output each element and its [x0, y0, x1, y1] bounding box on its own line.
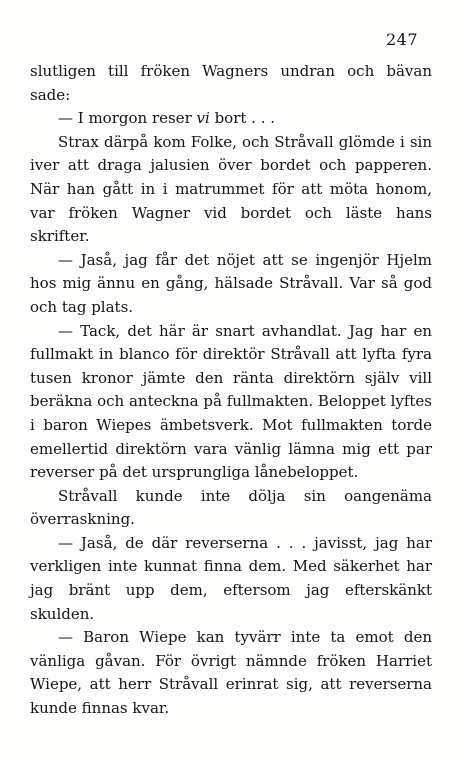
- paragraph-2-start: — I morgon reser: [58, 109, 197, 128]
- paragraph-6: Stråvall kunde inte dölja sin oangenäma överraskning.: [30, 486, 432, 529]
- paragraph-5: — Tack, det här är snart avhandlat. Jag har en fullmakt in blanco för direktör Stråvall att lyfta fyra tusen kronor jämte den ränta direktörn själv vill beräkna och anteckna på fullmakten. Beloppet lyftes i baron Wiepes ämbetsverk. Mot fullmakten torde emellertid direktörn vara vänlig lämna mig ett par reverser på det ursprungliga lånebeloppet.: [30, 321, 432, 482]
- paragraph-8: — Baron Wiepe kan tyvärr inte ta emot den vänliga gåvan. För övrigt nämnde fröken Harriet Wiepe, att herr Stråvall erinrat sig, att reverserna kunde finnas kvar.: [30, 628, 432, 718]
- paragraph-2-end: bort . . .: [209, 109, 276, 128]
- body-text: [30, 60, 432, 721]
- paragraph-2-italic: vi: [196, 109, 210, 128]
- paragraph-2: [30, 107, 432, 131]
- paragraph-7: — Jaså, de där reverserna . . . javisst, jag har verkligen inte kunnat finna dem. Med säkerhet har jag bränt upp dem, eftersom jag efterskänkt skulden.: [30, 533, 432, 623]
- paragraph-1: slutligen till fröken Wagners undran och bävan sade:: [30, 62, 432, 104]
- page-number: 247: [385, 30, 418, 49]
- paragraph-3: Strax därpå kom Folke, och Stråvall glömde i sin iver att draga jalusien över bordet och papperen. När han gått in i matrummet för att möta honom, var fröken Wagner vid bordet och läste hans skrifter.: [30, 132, 432, 246]
- paragraph-4: — Jaså, jag får det nöjet att se ingenjör Hjelm hos mig ännu en gång, hälsade Stråvall. Var så god och tag plats.: [30, 250, 432, 316]
